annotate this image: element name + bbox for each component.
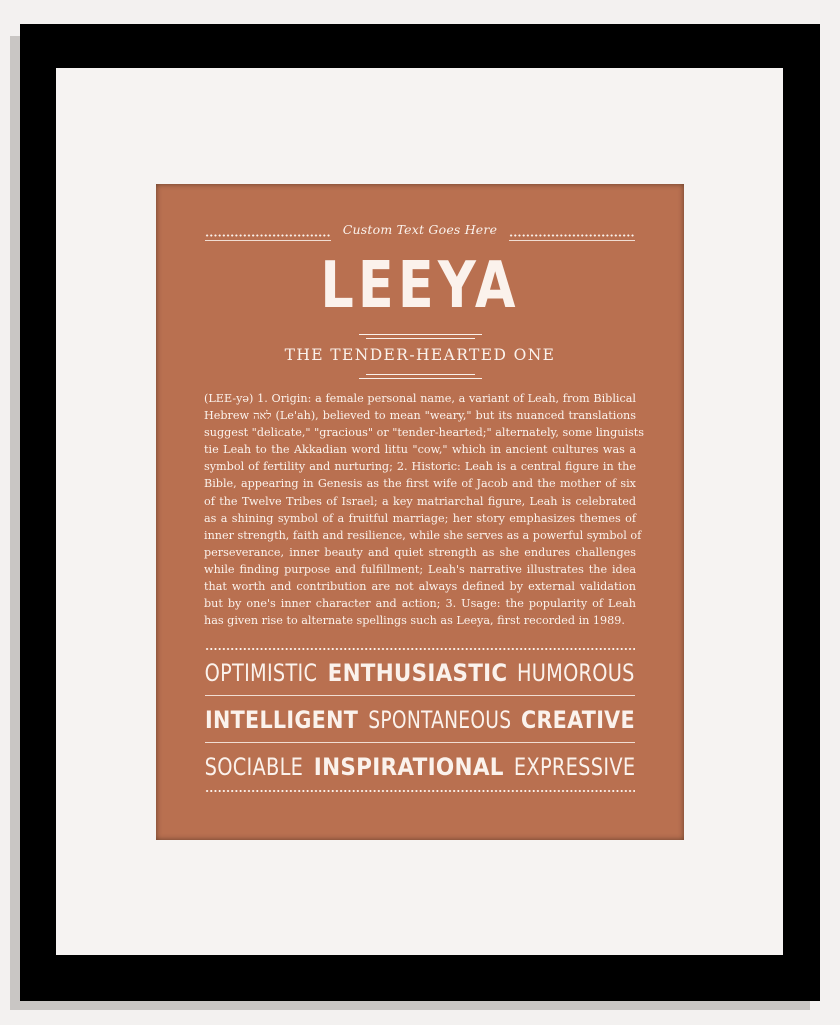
definition-text [204,390,645,629]
definition-line: that worth and contribution are not always defined by external validation [204,580,636,594]
definition-line: while finding purpose and fulfillment; Leah's narrative illustrates the idea [204,562,636,576]
name-print [156,184,684,840]
trait-row-3 [205,749,635,785]
dotted-rule-left [205,234,331,241]
definition-line: suggest "delicate," "gracious" or "tender-hearted;" alternately, some linguists [204,426,645,440]
definition-line: of the Twelve Tribes of Israel; a key matriarchal figure, Leah is celebrated [204,494,636,508]
subtitle-rule-bottom [359,378,482,379]
definition-line: has given rise to alternate spellings such as Leeya, first recorded in 1989. [204,614,625,628]
trait-word: ENTHUSIASTIC [327,659,508,687]
definition-line: (LEE-yə) 1. Origin: a female personal name, a variant of Leah, from Biblical [204,392,636,405]
definition-line: inner strength, faith and resilience, while she serves as a powerful symbol of [204,528,642,542]
definition-line: tie Leah to the Akkadian word littu "cow," which in ancient cultures was a [204,443,636,457]
trait-word: OPTIMISTIC [205,659,318,687]
frame-mat [56,68,783,955]
subtitle-rule-top-inner [366,338,475,339]
custom-text-row [205,222,635,246]
definition-line: Bible, appearing in Genesis as the first wife of Jacob and the mother of six [204,477,636,491]
trait-divider [205,742,635,743]
dotted-rule-right [509,234,635,241]
picture-frame [20,24,820,1001]
trait-word: INSPIRATIONAL [313,753,504,781]
trait-row-2 [205,702,635,738]
trait-divider [205,695,635,696]
custom-text: Custom Text Goes Here [342,222,498,237]
trait-word: SPONTANEOUS [368,706,512,734]
definition-line: Hebrew לאה (Le'ah), believed to mean "weary," but its nuanced translations [204,409,636,423]
trait-word: EXPRESSIVE [513,753,635,781]
subtitle-rule-bottom-inner [366,374,475,375]
trait-word: HUMOROUS [517,659,635,687]
definition-line: symbol of fertility and nurturing; 2. Historic: Leah is a central figure in the [204,460,636,474]
trait-word: CREATIVE [521,706,635,734]
trait-word: INTELLIGENT [205,706,359,734]
trait-row-1 [205,655,635,691]
definition-line: but by one's inner character and action; 3. Usage: the popularity of Leah [204,597,636,611]
definition-line: perseverance, inner beauty and quiet strength as she endures challenges [204,545,636,559]
definition-line: as a shining symbol of a fruitful marriage; her story emphasizes themes of [204,511,636,525]
subtitle: THE TENDER-HEARTED ONE [284,346,556,364]
dotted-divider-top [205,647,635,651]
dotted-divider-bottom [205,789,635,793]
subtitle-rule-top [359,334,482,335]
trait-word: SOCIABLE [204,753,304,781]
name-title: LEEYA [320,249,520,323]
